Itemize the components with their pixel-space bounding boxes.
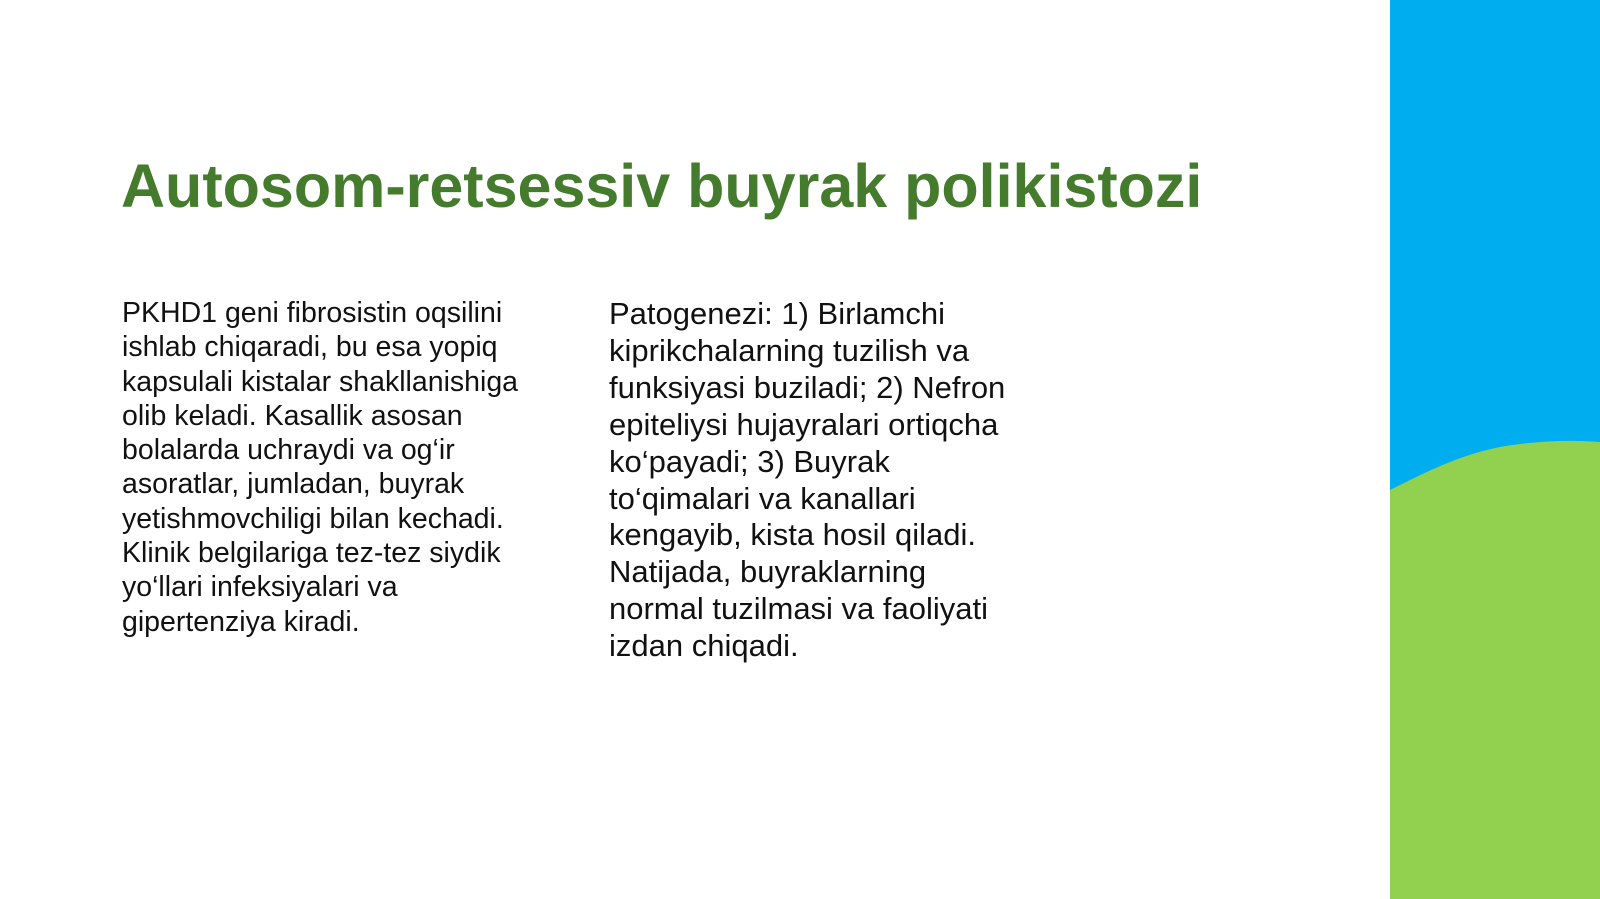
slide-title: Autosom-retsessiv buyrak polikistozi — [121, 152, 1203, 220]
left-text-column: PKHD1 geni fibrosistin oqsilini ishlab chiqaradi, bu esa yopiq kapsulali kistalar shakllanishiga olib keladi. Kasallik asosan bolalarda uchraydi va og‘ir asoratlar, jumladan, buyrak yetishmovchiligi bilan kechadi. Klinik belgilariga tez-tez siydik yo‘llari infeksiyalari va gipertenziya kiradi. — [122, 297, 519, 638]
deco-green-wave — [1390, 441, 1600, 899]
decorative-side-panel — [1390, 0, 1600, 899]
right-text-column: Patogenezi: 1) Birlamchi kiprikchalarning tuzilish va funksiyasi buziladi; 2) Nefron epiteliysi hujayralari ortiqcha ko‘payadi; 3) Buyrak to‘qimalari va kanallari kengayib, kista hosil qiladi. Natijada, buyraklarning normal tuzilmasi va faoliyati izdan chiqadi. — [609, 296, 1006, 664]
